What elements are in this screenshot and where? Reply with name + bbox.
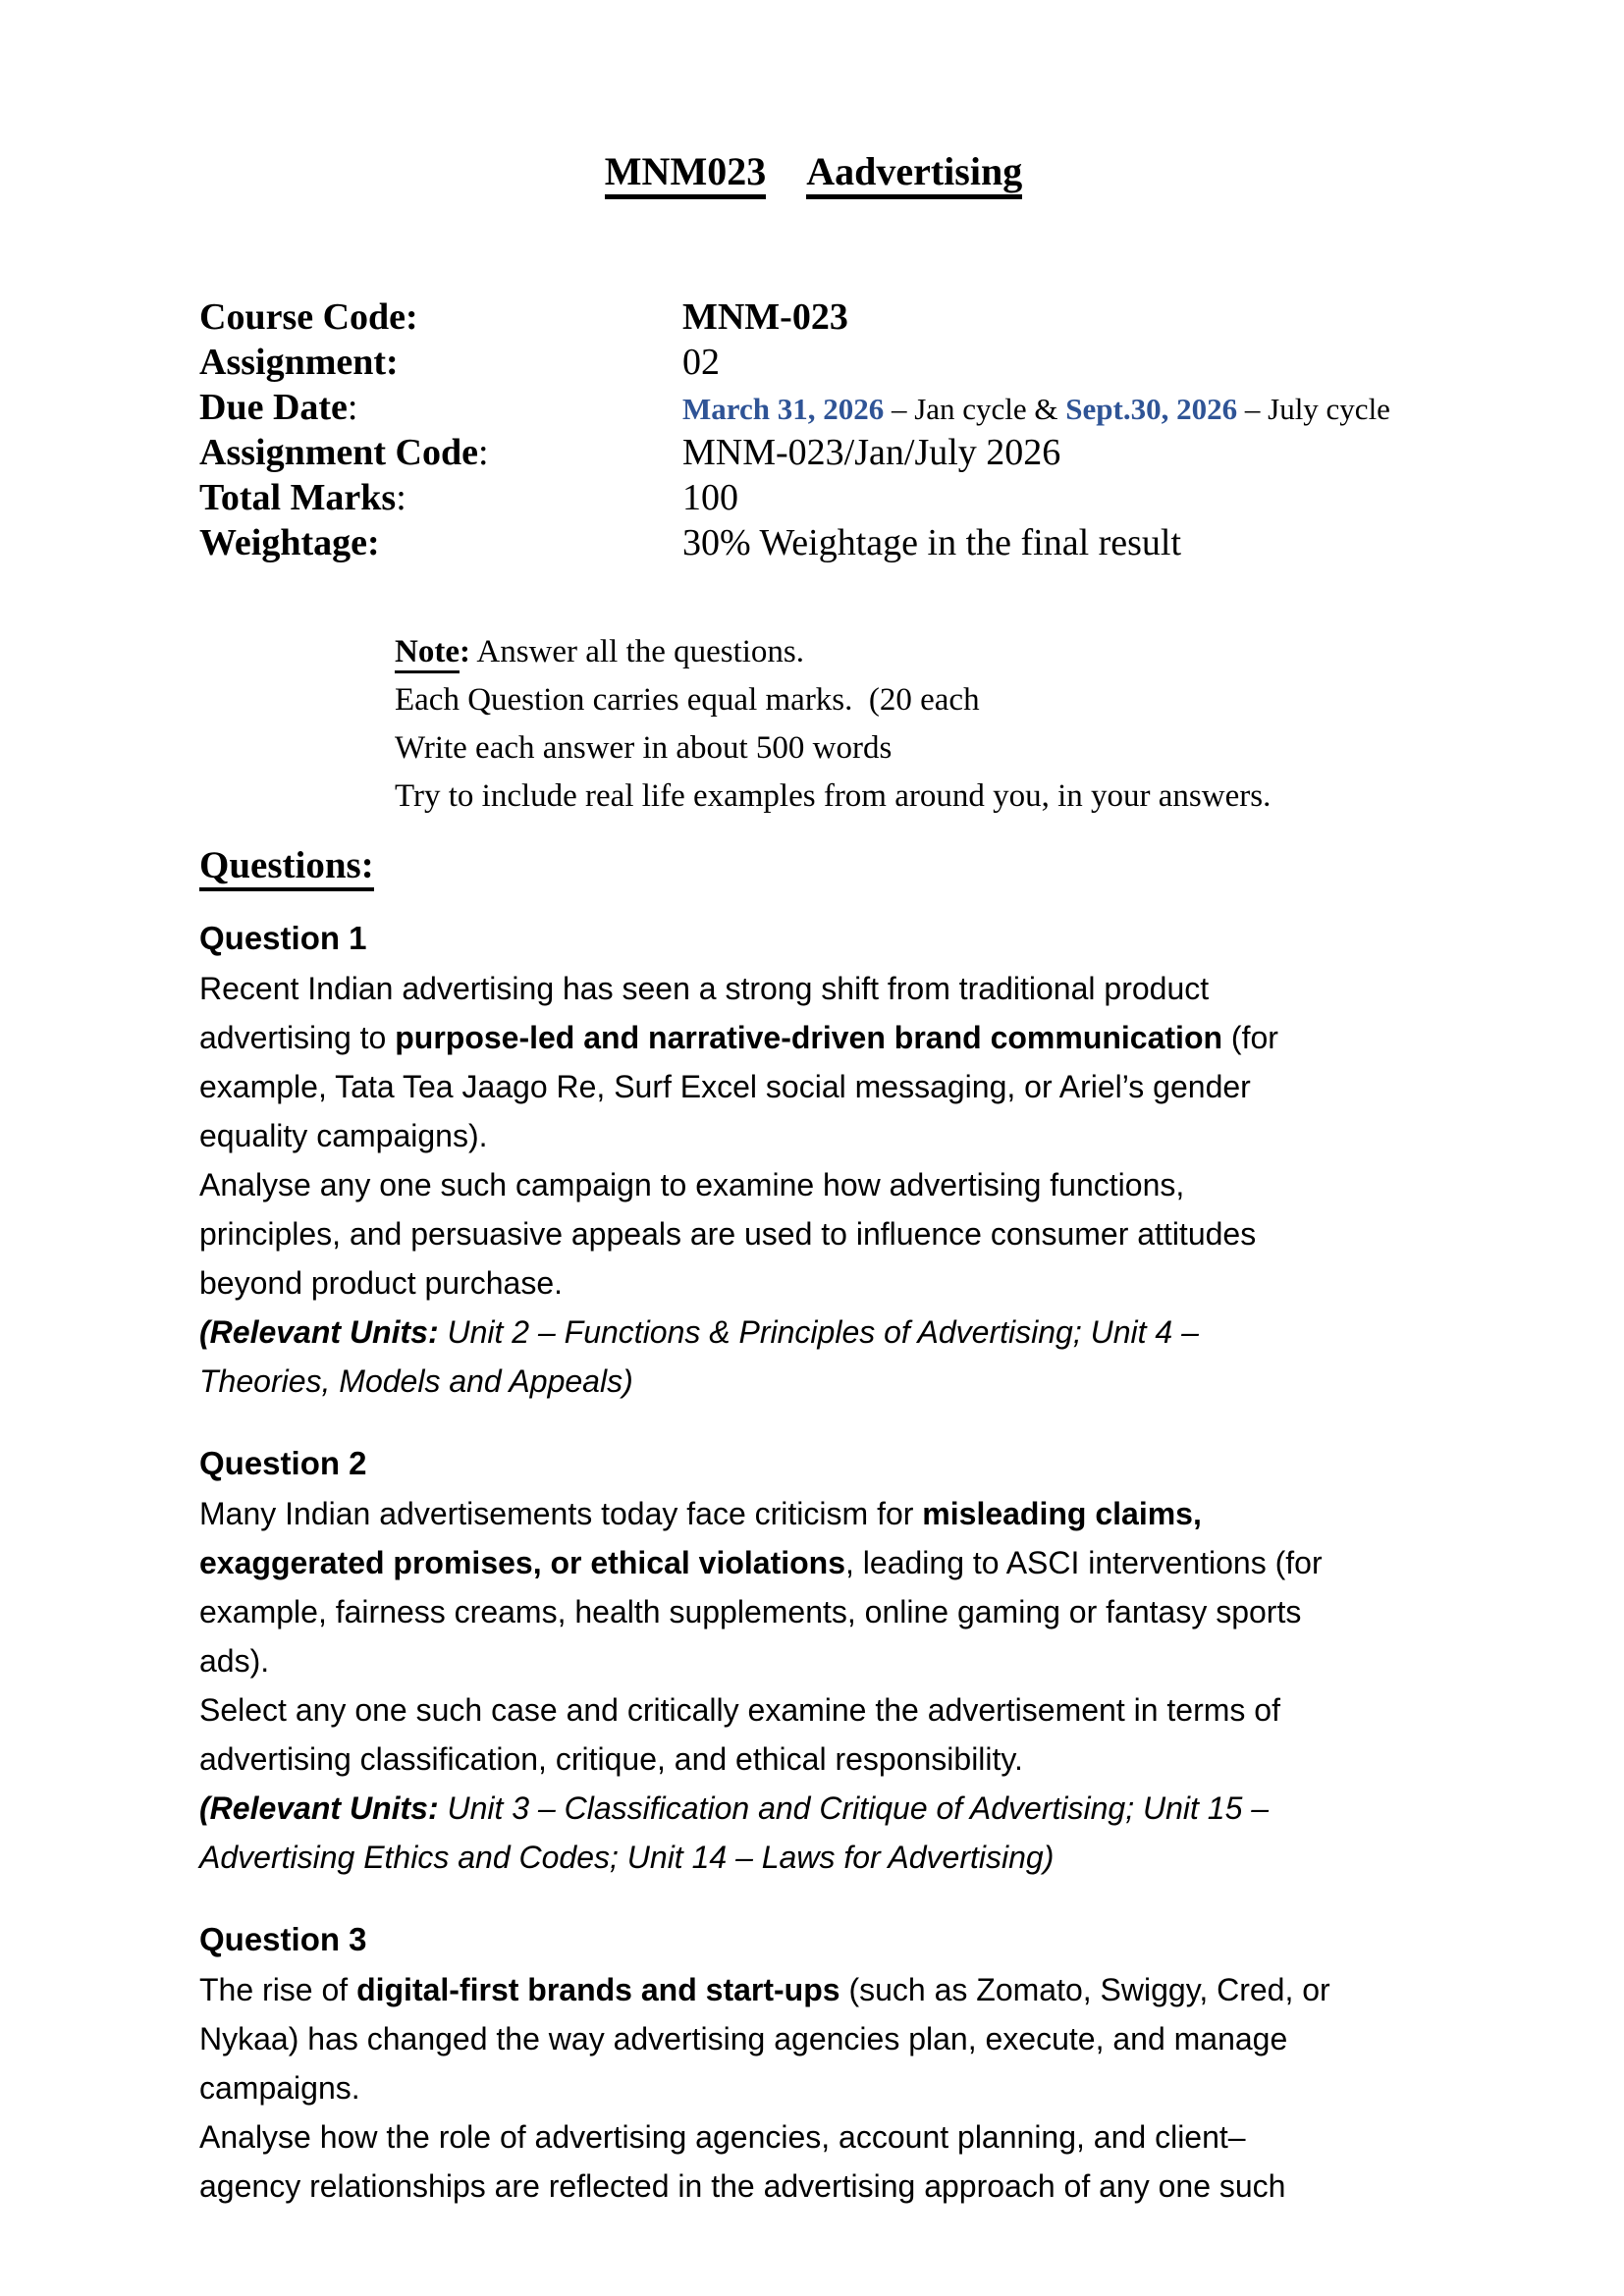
text-run: 100	[682, 477, 738, 518]
detail-label	[199, 430, 682, 475]
text-run: 30% Weightage in the final result	[682, 522, 1182, 563]
text-run: (Relevant Units:	[199, 1790, 439, 1826]
questions-heading	[199, 841, 1428, 890]
detail-label	[199, 294, 682, 340]
detail-value	[682, 294, 848, 340]
note-line: Each Question carries equal marks. (20 each	[395, 682, 980, 718]
detail-colon: :	[477, 432, 489, 473]
text-run: misleading claims,	[922, 1496, 1202, 1531]
question-line	[199, 2162, 1428, 2211]
title-course-name: Aadvertising	[806, 149, 1022, 199]
question-heading: Question 3	[199, 1921, 367, 1957]
note-colon: :	[459, 634, 470, 669]
text-run: Analyse how the role of advertising agencies, account planning, and client–	[199, 2119, 1246, 2155]
note-lines	[395, 676, 1428, 821]
questions-list	[199, 913, 1428, 2211]
text-run: exaggerated promises, or ethical violations	[199, 1545, 845, 1580]
detail-value	[682, 387, 1390, 432]
question-line	[199, 1735, 1428, 1784]
question-line	[199, 964, 1428, 1013]
question-line	[199, 1685, 1428, 1735]
text-run: 02	[682, 342, 720, 383]
question-line	[199, 1636, 1428, 1685]
detail-value	[682, 475, 738, 520]
detail-colon: :	[386, 342, 399, 383]
course-detail-row	[199, 520, 1428, 565]
question-line	[199, 1209, 1428, 1258]
detail-colon: :	[347, 387, 358, 428]
text-run: Many Indian advertisements today face criticism for	[199, 1496, 923, 1531]
course-detail-row	[199, 294, 1428, 340]
course-detail-row	[199, 475, 1428, 520]
text-run: Advertising Ethics and Codes; Unit 14 – Laws for Advertising)	[199, 1840, 1055, 1875]
question-line	[199, 1489, 1428, 1538]
question-line	[199, 1160, 1428, 1209]
detail-colon: :	[406, 296, 418, 338]
text-run: (Relevant Units:	[199, 1314, 439, 1350]
text-run: , leading to ASCI interventions (for	[845, 1545, 1323, 1580]
text-run: agency relationships are reflected in the advertising approach of any one such	[199, 2168, 1286, 2204]
detail-colon: :	[366, 522, 380, 563]
detail-label	[199, 520, 682, 565]
text-run: The rise of	[199, 1972, 357, 2007]
detail-label	[199, 475, 682, 520]
question-line	[199, 2014, 1428, 2063]
question-heading: Question 1	[199, 920, 367, 956]
question-heading: Question 2	[199, 1445, 367, 1481]
detail-value	[682, 340, 720, 385]
text-run: purpose-led and narrative-driven brand communication	[395, 1020, 1223, 1055]
detail-colon: :	[396, 477, 406, 518]
note-first-line	[395, 628, 1428, 676]
text-run: Recent Indian advertising has seen a strong shift from traditional product	[199, 971, 1210, 1006]
course-detail-row	[199, 430, 1428, 475]
question-line	[199, 2063, 1428, 2112]
document-title	[199, 0, 1428, 196]
text-run: digital-first brands and start-ups	[356, 1972, 840, 2007]
question-line	[199, 1965, 1428, 2014]
question-line	[199, 1833, 1428, 1882]
text-run: principles, and persuasive appeals are used to influence consumer attitudes	[199, 1216, 1257, 1252]
course-detail-row	[199, 340, 1428, 385]
questions-heading-text: Questions:	[199, 844, 374, 891]
text-run: Select any one such case and critically examine the advertisement in terms of	[199, 1692, 1280, 1728]
text-run: (for	[1222, 1020, 1278, 1055]
note-line: Try to include real life examples from around you, in your answers.	[395, 778, 1272, 814]
text-run: MNM-023	[682, 296, 848, 338]
question-block	[199, 913, 1428, 1406]
text-run: Analyse any one such campaign to examine how advertising functions,	[199, 1167, 1185, 1202]
question-line	[199, 1013, 1428, 1062]
text-run: MNM-023/Jan/July 2026	[682, 432, 1061, 473]
text-run: advertising to	[199, 1020, 396, 1055]
detail-label-text: Total Marks	[199, 477, 397, 518]
note-label: Note	[395, 634, 460, 673]
note-block	[199, 628, 1428, 821]
text-run: Theories, Models and Appeals)	[199, 1363, 633, 1399]
text-run: example, fairness creams, health supplements, online gaming or fantasy sports	[199, 1594, 1302, 1629]
text-run: Unit 2 – Functions & Principles of Advertising; Unit 4 –	[438, 1314, 1199, 1350]
text-run: – Jan cycle &	[884, 392, 1066, 426]
question-line	[199, 1062, 1428, 1111]
detail-value	[682, 430, 1060, 475]
course-detail-row	[199, 385, 1428, 430]
question-line	[199, 1538, 1428, 1587]
course-details	[199, 294, 1428, 565]
detail-label	[199, 385, 682, 430]
detail-value	[682, 520, 1181, 565]
detail-label-text: Assignment Code	[199, 432, 478, 473]
text-run: Unit 3 – Classification and Critique of Advertising; Unit 15 –	[438, 1790, 1270, 1826]
title-course-code: MNM023	[605, 149, 766, 199]
detail-label	[199, 340, 682, 385]
note-line: Write each answer in about 500 words	[395, 730, 893, 766]
question-line	[199, 1258, 1428, 1308]
question-line	[199, 1784, 1428, 1833]
question-line	[199, 1111, 1428, 1160]
text-run: (such as Zomato, Swiggy, Cred, or	[839, 1972, 1330, 2007]
question-line	[199, 1357, 1428, 1406]
detail-label-text: Weightage	[199, 522, 367, 563]
note-first-text: Answer all the questions.	[469, 634, 805, 669]
text-run: example, Tata Tea Jaago Re, Surf Excel social messaging, or Ariel’s gender	[199, 1069, 1251, 1104]
detail-label-text: Due Date	[199, 387, 348, 428]
text-run: ads).	[199, 1643, 270, 1679]
text-run: – July cycle	[1237, 392, 1390, 426]
detail-label-text: Assignment	[199, 342, 387, 383]
question-block	[199, 1914, 1428, 2211]
question-line	[199, 1587, 1428, 1636]
question-line	[199, 2112, 1428, 2162]
text-run: Nykaa) has changed the way advertising agencies plan, execute, and manage	[199, 2021, 1288, 2056]
text-run: equality campaigns).	[199, 1118, 488, 1153]
text-run: beyond product purchase.	[199, 1265, 564, 1301]
text-run: advertising classification, critique, and ethical responsibility.	[199, 1741, 1023, 1777]
text-run: March 31, 2026	[682, 392, 885, 426]
text-run: campaigns.	[199, 2070, 360, 2106]
question-line	[199, 1308, 1428, 1357]
detail-label-text: Course Code	[199, 296, 406, 338]
text-run: Sept.30, 2026	[1065, 392, 1238, 426]
question-block	[199, 1438, 1428, 1882]
